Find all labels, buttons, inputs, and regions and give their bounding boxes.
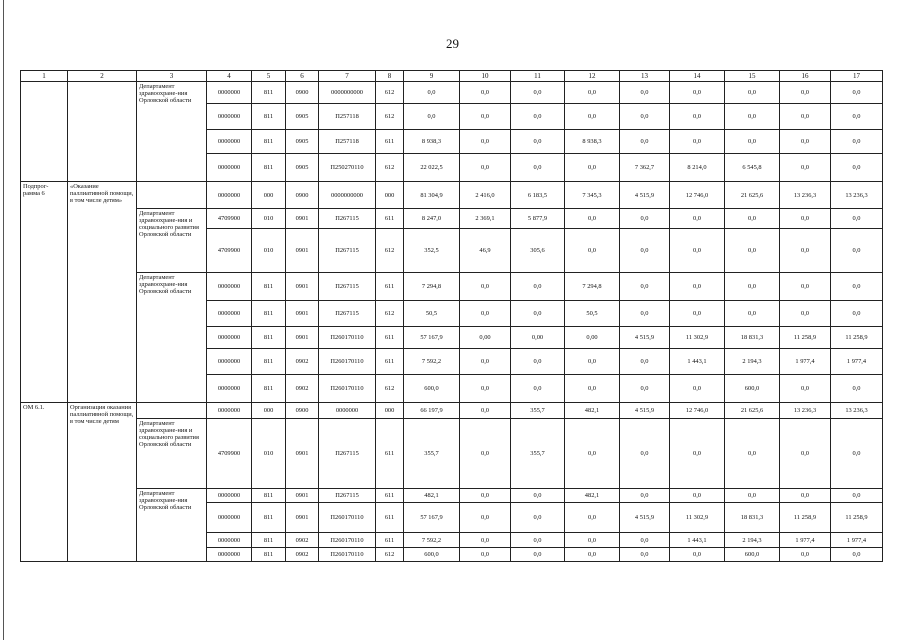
value-cell: 0,0 xyxy=(460,154,511,182)
value-cell: 8 938,3 xyxy=(565,130,620,154)
value-cell: 0,0 xyxy=(725,273,780,301)
value-cell: 0900 xyxy=(286,182,319,209)
value-cell: 611 xyxy=(376,130,404,154)
left-margin-rule xyxy=(3,0,4,640)
value-cell: 482,1 xyxy=(565,489,620,503)
value-cell: 0,0 xyxy=(565,154,620,182)
value-cell: 0,0 xyxy=(511,489,565,503)
value-cell: 0,0 xyxy=(565,209,620,229)
value-cell: 600,0 xyxy=(404,375,460,403)
value-cell: П250270110 xyxy=(319,154,376,182)
executor-cell: Департамент здравоохране-ния Орловской области xyxy=(137,273,207,403)
value-cell: 0,0 xyxy=(780,209,831,229)
value-cell: 0,0 xyxy=(565,82,620,104)
value-cell: 46,9 xyxy=(460,229,511,273)
header-cell: 7 xyxy=(319,71,376,82)
header-row xyxy=(21,71,883,82)
value-cell: 2 416,0 xyxy=(460,182,511,209)
header-cell: 17 xyxy=(831,71,883,82)
value-cell: П267115 xyxy=(319,419,376,489)
value-cell: П267115 xyxy=(319,209,376,229)
value-cell: 0,00 xyxy=(511,327,565,349)
value-cell: 0,0 xyxy=(725,104,780,130)
value-cell: 0,0 xyxy=(831,548,883,562)
value-cell: 0,0 xyxy=(670,130,725,154)
value-cell: 6 545,8 xyxy=(725,154,780,182)
value-cell: 0,0 xyxy=(620,548,670,562)
value-cell: 11 258,9 xyxy=(831,327,883,349)
value-cell: 0,0 xyxy=(565,229,620,273)
value-cell: 611 xyxy=(376,327,404,349)
value-cell: 352,5 xyxy=(404,229,460,273)
value-cell: 0,0 xyxy=(780,229,831,273)
value-cell: 4709900 xyxy=(207,209,252,229)
value-cell: 0,0 xyxy=(670,375,725,403)
value-cell: 0,0 xyxy=(725,229,780,273)
value-cell: 0,0 xyxy=(460,273,511,301)
value-cell: 0,0 xyxy=(670,419,725,489)
value-cell: 612 xyxy=(376,82,404,104)
value-cell: 811 xyxy=(252,154,286,182)
value-cell: 612 xyxy=(376,104,404,130)
value-cell: 0,0 xyxy=(460,503,511,533)
value-cell: 611 xyxy=(376,533,404,548)
value-cell: 0,0 xyxy=(620,375,670,403)
value-cell: 0,0 xyxy=(780,154,831,182)
page-number: 29 xyxy=(446,36,459,51)
value-cell: П267115 xyxy=(319,229,376,273)
value-cell: 0,0 xyxy=(511,548,565,562)
value-cell: 0000000 xyxy=(207,301,252,327)
value-cell: 0000000 xyxy=(207,104,252,130)
value-cell: 000 xyxy=(376,403,404,419)
value-cell: 811 xyxy=(252,533,286,548)
value-cell: 482,1 xyxy=(404,489,460,503)
value-cell: 0,0 xyxy=(511,130,565,154)
value-cell: 13 236,3 xyxy=(831,403,883,419)
value-cell: 811 xyxy=(252,375,286,403)
value-cell: 0,0 xyxy=(620,349,670,375)
value-cell: 000 xyxy=(252,182,286,209)
value-cell: 0,0 xyxy=(670,489,725,503)
table-row xyxy=(21,209,883,229)
value-cell: 0901 xyxy=(286,209,319,229)
value-cell: 50,5 xyxy=(565,301,620,327)
value-cell: 0901 xyxy=(286,327,319,349)
value-cell: 4 515,9 xyxy=(620,182,670,209)
value-cell: 0,0 xyxy=(780,489,831,503)
value-cell: 0,0 xyxy=(460,82,511,104)
value-cell: 0,0 xyxy=(831,301,883,327)
value-cell: 010 xyxy=(252,229,286,273)
header-cell: 4 xyxy=(207,71,252,82)
value-cell: 1 977,4 xyxy=(780,533,831,548)
value-cell: 0905 xyxy=(286,130,319,154)
value-cell: П267115 xyxy=(319,489,376,503)
value-cell: 0,0 xyxy=(831,419,883,489)
value-cell: 4709900 xyxy=(207,229,252,273)
value-cell: 0,0 xyxy=(831,209,883,229)
value-cell: 811 xyxy=(252,273,286,301)
value-cell: 2 194,3 xyxy=(725,349,780,375)
value-cell: 0,0 xyxy=(780,548,831,562)
value-cell: 811 xyxy=(252,82,286,104)
value-cell: 355,7 xyxy=(404,419,460,489)
value-cell: 0,0 xyxy=(404,82,460,104)
value-cell: 010 xyxy=(252,419,286,489)
value-cell: 0000000 xyxy=(207,182,252,209)
value-cell: 18 831,3 xyxy=(725,327,780,349)
value-cell: 0,00 xyxy=(460,327,511,349)
value-cell: 21 625,6 xyxy=(725,403,780,419)
value-cell: 0,0 xyxy=(831,375,883,403)
header-cell: 2 xyxy=(68,71,137,82)
value-cell: 0,0 xyxy=(620,130,670,154)
value-cell: 0,0 xyxy=(460,104,511,130)
value-cell: 0,0 xyxy=(725,209,780,229)
value-cell: 0,0 xyxy=(460,489,511,503)
value-cell: 0,0 xyxy=(460,403,511,419)
value-cell: 7 592,2 xyxy=(404,533,460,548)
value-cell: 612 xyxy=(376,548,404,562)
value-cell: 66 197,9 xyxy=(404,403,460,419)
value-cell: 000 xyxy=(252,403,286,419)
value-cell: 0901 xyxy=(286,503,319,533)
executor-cell xyxy=(137,182,207,209)
value-cell: 4 515,9 xyxy=(620,327,670,349)
value-cell: 0,0 xyxy=(511,104,565,130)
value-cell: 0,0 xyxy=(511,503,565,533)
value-cell: 7 362,7 xyxy=(620,154,670,182)
value-cell: 0,0 xyxy=(620,229,670,273)
value-cell: 11 302,9 xyxy=(670,327,725,349)
value-cell: 611 xyxy=(376,419,404,489)
value-cell: 0,0 xyxy=(831,229,883,273)
value-cell: 355,7 xyxy=(511,419,565,489)
value-cell: 355,7 xyxy=(511,403,565,419)
value-cell: 0,0 xyxy=(780,419,831,489)
value-cell: 611 xyxy=(376,489,404,503)
value-cell: 0,0 xyxy=(670,301,725,327)
value-cell: 13 236,3 xyxy=(780,403,831,419)
value-cell: 612 xyxy=(376,375,404,403)
value-cell: 1 977,4 xyxy=(780,349,831,375)
header-cell: 8 xyxy=(376,71,404,82)
value-cell: 0,0 xyxy=(670,82,725,104)
name-cell: Организация оказания паллиативной помощи, в том числе детям xyxy=(68,403,137,562)
value-cell: 0,0 xyxy=(831,489,883,503)
value-cell: 0,0 xyxy=(780,273,831,301)
value-cell: 4 515,9 xyxy=(620,403,670,419)
value-cell: 7 294,8 xyxy=(565,273,620,301)
value-cell: 811 xyxy=(252,130,286,154)
value-cell: 0,0 xyxy=(565,349,620,375)
value-cell: 612 xyxy=(376,301,404,327)
value-cell: 11 258,9 xyxy=(831,503,883,533)
section-cell: ОМ 6.1. xyxy=(21,403,68,562)
value-cell: 0,0 xyxy=(780,130,831,154)
value-cell: 0,0 xyxy=(620,533,670,548)
value-cell: 0,0 xyxy=(725,82,780,104)
value-cell: 7 345,3 xyxy=(565,182,620,209)
executor-cell: Департамент здравоохране-ния и социального развития Орловской области xyxy=(137,419,207,489)
value-cell: П260170110 xyxy=(319,327,376,349)
value-cell: 4 515,9 xyxy=(620,503,670,533)
value-cell: 0,0 xyxy=(620,419,670,489)
value-cell: 2 369,1 xyxy=(460,209,511,229)
value-cell: П260170110 xyxy=(319,503,376,533)
value-cell: 0901 xyxy=(286,419,319,489)
value-cell: 0,0 xyxy=(460,533,511,548)
header-cell: 9 xyxy=(404,71,460,82)
header-cell: 11 xyxy=(511,71,565,82)
value-cell: 0901 xyxy=(286,301,319,327)
value-cell: 0,0 xyxy=(670,273,725,301)
value-cell: 0000000 xyxy=(207,403,252,419)
executor-cell: Департамент здравоохране-ния Орловской области xyxy=(137,82,207,182)
value-cell: П257118 xyxy=(319,130,376,154)
value-cell: 0000000 xyxy=(207,273,252,301)
value-cell: 811 xyxy=(252,349,286,375)
value-cell: 0000000 xyxy=(207,130,252,154)
value-cell: 0,0 xyxy=(780,82,831,104)
value-cell: 482,1 xyxy=(565,403,620,419)
header-cell: 13 xyxy=(620,71,670,82)
value-cell: 11 258,9 xyxy=(780,503,831,533)
header-cell: 3 xyxy=(137,71,207,82)
value-cell: П260170110 xyxy=(319,533,376,548)
value-cell: 0000000 xyxy=(207,154,252,182)
value-cell: 7 592,2 xyxy=(404,349,460,375)
value-cell: 0,0 xyxy=(565,503,620,533)
value-cell: 0,0 xyxy=(670,229,725,273)
value-cell: 57 167,9 xyxy=(404,503,460,533)
value-cell: 81 304,9 xyxy=(404,182,460,209)
value-cell: 0,0 xyxy=(460,301,511,327)
value-cell: 0,0 xyxy=(831,104,883,130)
value-cell: 010 xyxy=(252,209,286,229)
value-cell: 0000000 xyxy=(207,533,252,548)
value-cell: 2 194,3 xyxy=(725,533,780,548)
value-cell: 0,0 xyxy=(780,375,831,403)
value-cell: 0,0 xyxy=(511,301,565,327)
header-cell: 10 xyxy=(460,71,511,82)
value-cell: 13 236,3 xyxy=(831,182,883,209)
value-cell: 0,0 xyxy=(511,82,565,104)
value-cell: 0,0 xyxy=(565,548,620,562)
value-cell: 0901 xyxy=(286,273,319,301)
value-cell: 11 258,9 xyxy=(780,327,831,349)
value-cell: 600,0 xyxy=(725,548,780,562)
value-cell: 0901 xyxy=(286,489,319,503)
value-cell: 0000000 xyxy=(207,548,252,562)
value-cell: 0,0 xyxy=(670,548,725,562)
value-cell: 0,0 xyxy=(725,130,780,154)
value-cell: 5 877,9 xyxy=(511,209,565,229)
header-cell: 1 xyxy=(21,71,68,82)
table-row xyxy=(21,403,883,419)
value-cell: 811 xyxy=(252,489,286,503)
value-cell: 0,0 xyxy=(460,375,511,403)
value-cell: 0902 xyxy=(286,533,319,548)
value-cell: 1 443,1 xyxy=(670,349,725,375)
budget-table xyxy=(20,70,883,562)
value-cell: 8 214,0 xyxy=(670,154,725,182)
value-cell: 0,0 xyxy=(725,419,780,489)
value-cell: 0900 xyxy=(286,82,319,104)
value-cell: 0905 xyxy=(286,154,319,182)
value-cell: 12 746,0 xyxy=(670,182,725,209)
value-cell: 0,0 xyxy=(404,104,460,130)
value-cell: 13 236,3 xyxy=(780,182,831,209)
value-cell: П257118 xyxy=(319,104,376,130)
value-cell: 0000000 xyxy=(319,403,376,419)
value-cell: 0,0 xyxy=(725,301,780,327)
value-cell: 811 xyxy=(252,548,286,562)
value-cell: 0,0 xyxy=(831,154,883,182)
value-cell: 0,0 xyxy=(620,273,670,301)
executor-cell xyxy=(137,403,207,419)
value-cell: П267115 xyxy=(319,301,376,327)
header-cell: 6 xyxy=(286,71,319,82)
value-cell: 6 183,5 xyxy=(511,182,565,209)
table-row xyxy=(21,82,883,104)
value-cell: 0900 xyxy=(286,403,319,419)
value-cell: 0,0 xyxy=(565,104,620,130)
header-cell: 16 xyxy=(780,71,831,82)
value-cell: 0,0 xyxy=(460,349,511,375)
value-cell: 0901 xyxy=(286,229,319,273)
value-cell: 811 xyxy=(252,503,286,533)
value-cell: 0905 xyxy=(286,104,319,130)
section-cell: Подпрог-рамма 6 xyxy=(21,182,68,403)
value-cell: 1 977,4 xyxy=(831,533,883,548)
executor-cell: Департамент здравоохране-ния Орловской области xyxy=(137,489,207,562)
value-cell: 0000000 xyxy=(207,82,252,104)
table-row xyxy=(21,419,883,489)
value-cell: 612 xyxy=(376,154,404,182)
value-cell: 0,0 xyxy=(620,82,670,104)
value-cell: 611 xyxy=(376,503,404,533)
value-cell: П260170110 xyxy=(319,375,376,403)
value-cell: 0,0 xyxy=(460,548,511,562)
value-cell: 811 xyxy=(252,104,286,130)
value-cell: 0,0 xyxy=(620,104,670,130)
value-cell: 611 xyxy=(376,273,404,301)
value-cell: 8 247,0 xyxy=(404,209,460,229)
value-cell: 0,0 xyxy=(511,375,565,403)
value-cell: 0,0 xyxy=(511,154,565,182)
value-cell: П260170110 xyxy=(319,349,376,375)
value-cell: 7 294,8 xyxy=(404,273,460,301)
header-cell: 5 xyxy=(252,71,286,82)
value-cell: 0000000 xyxy=(207,489,252,503)
header-cell: 14 xyxy=(670,71,725,82)
value-cell: 0902 xyxy=(286,375,319,403)
value-cell: 0,0 xyxy=(670,209,725,229)
value-cell: 8 938,3 xyxy=(404,130,460,154)
value-cell: 811 xyxy=(252,301,286,327)
value-cell: 0,0 xyxy=(460,130,511,154)
value-cell: 0,0 xyxy=(565,375,620,403)
value-cell: 0,0 xyxy=(511,533,565,548)
value-cell: 611 xyxy=(376,209,404,229)
value-cell: 0,0 xyxy=(565,419,620,489)
value-cell: 305,6 xyxy=(511,229,565,273)
value-cell: 0,0 xyxy=(780,301,831,327)
value-cell: 0000000000 xyxy=(319,82,376,104)
table-row xyxy=(21,273,883,301)
value-cell: 21 625,6 xyxy=(725,182,780,209)
value-cell: 0,0 xyxy=(670,104,725,130)
value-cell: 0000000000 xyxy=(319,182,376,209)
value-cell: 811 xyxy=(252,327,286,349)
value-cell: 0,0 xyxy=(620,301,670,327)
value-cell: 0902 xyxy=(286,349,319,375)
value-cell: 57 167,9 xyxy=(404,327,460,349)
value-cell: 0,0 xyxy=(831,130,883,154)
value-cell: 1 977,4 xyxy=(831,349,883,375)
name-cell xyxy=(68,82,137,182)
value-cell: 0,0 xyxy=(725,489,780,503)
value-cell: 0000000 xyxy=(207,327,252,349)
value-cell: 0,0 xyxy=(620,489,670,503)
value-cell: 0,0 xyxy=(780,104,831,130)
value-cell: 0,00 xyxy=(565,327,620,349)
value-cell: 12 746,0 xyxy=(670,403,725,419)
value-cell: 0902 xyxy=(286,548,319,562)
section-cell xyxy=(21,82,68,182)
value-cell: 612 xyxy=(376,229,404,273)
value-cell: 600,0 xyxy=(725,375,780,403)
table-row xyxy=(21,489,883,503)
value-cell: 18 831,3 xyxy=(725,503,780,533)
value-cell: П267115 xyxy=(319,273,376,301)
value-cell: 11 302,9 xyxy=(670,503,725,533)
value-cell: 000 xyxy=(376,182,404,209)
value-cell: 0000000 xyxy=(207,349,252,375)
value-cell: 0000000 xyxy=(207,503,252,533)
value-cell: 4709900 xyxy=(207,419,252,489)
value-cell: 0,0 xyxy=(565,533,620,548)
value-cell: 0,0 xyxy=(460,419,511,489)
header-cell: 12 xyxy=(565,71,620,82)
value-cell: 600,0 xyxy=(404,548,460,562)
value-cell: 22 022,5 xyxy=(404,154,460,182)
value-cell: 0,0 xyxy=(620,209,670,229)
value-cell: 0,0 xyxy=(511,273,565,301)
header-cell: 15 xyxy=(725,71,780,82)
value-cell: 1 443,1 xyxy=(670,533,725,548)
table-row xyxy=(21,182,883,209)
value-cell: 0,0 xyxy=(511,349,565,375)
value-cell: 0,0 xyxy=(831,82,883,104)
value-cell: 0000000 xyxy=(207,375,252,403)
value-cell: 611 xyxy=(376,349,404,375)
executor-cell: Департамент здравоохране-ния и социального развития Орловской области xyxy=(137,209,207,273)
value-cell: 0,0 xyxy=(831,273,883,301)
value-cell: П260170110 xyxy=(319,548,376,562)
value-cell: 50,5 xyxy=(404,301,460,327)
name-cell: «Оказание паллиативной помощи, в том числе детям» xyxy=(68,182,137,403)
